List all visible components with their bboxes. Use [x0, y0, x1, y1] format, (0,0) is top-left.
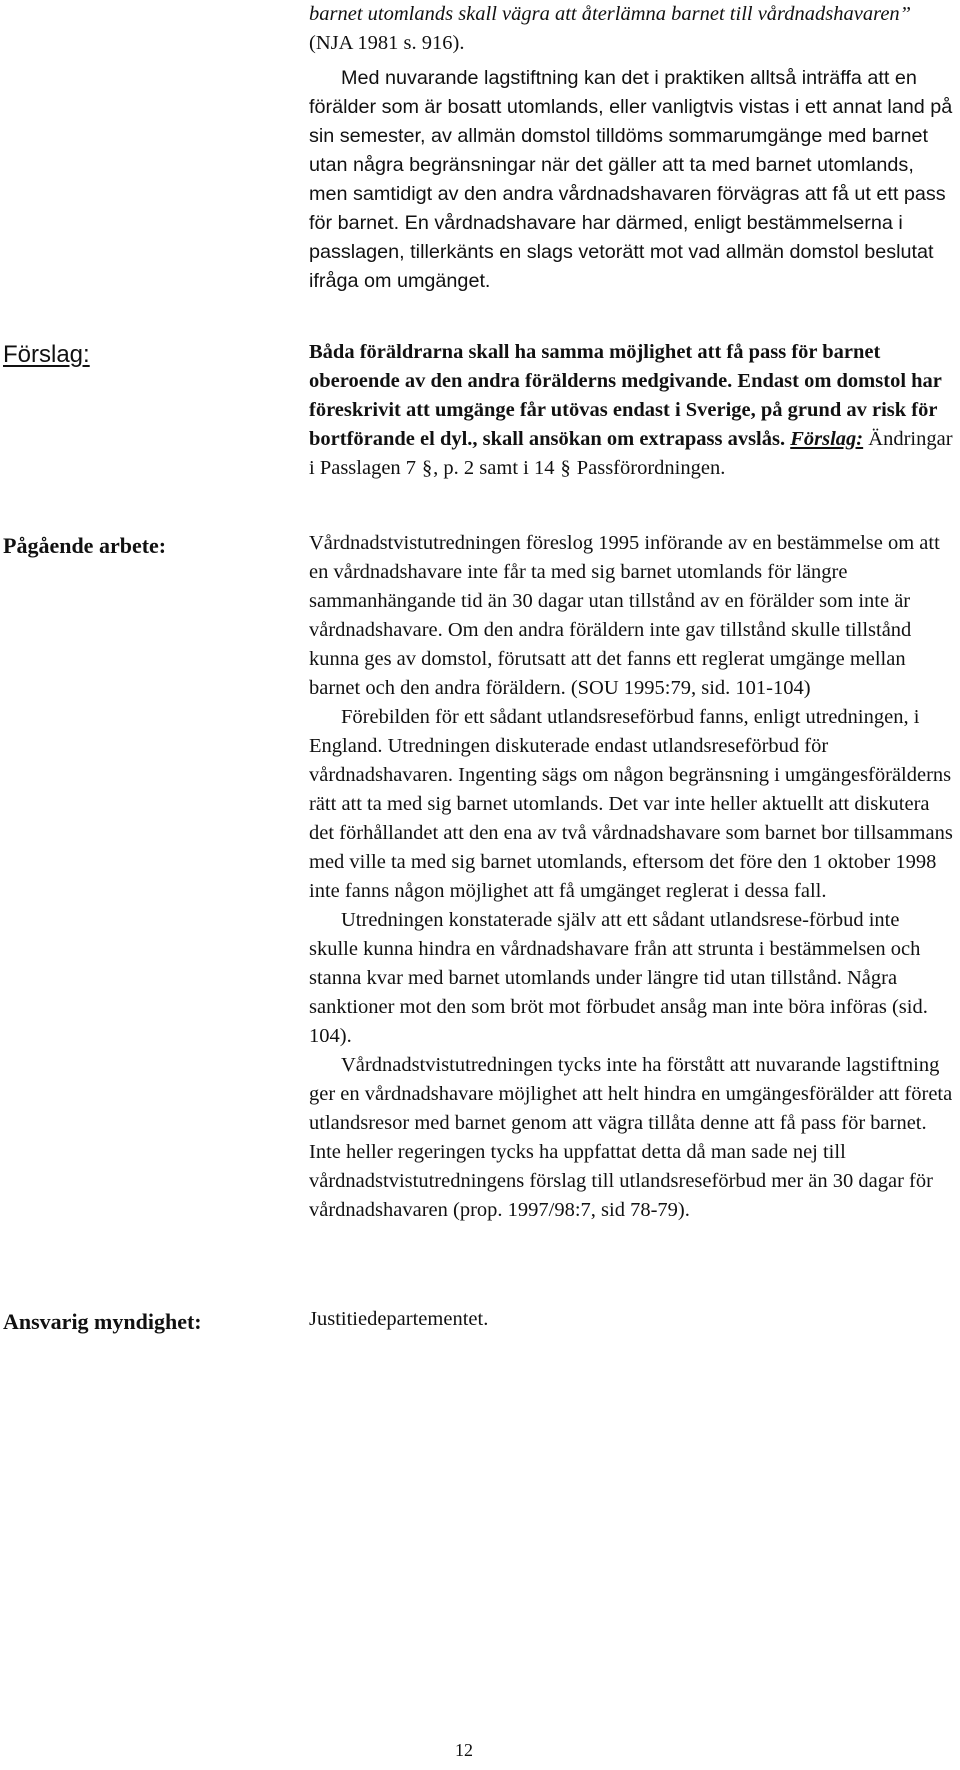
forslag-inline-label: Förslag: [790, 428, 864, 450]
intro-section [309, 64, 953, 296]
pagaende-label: Pågående arbete: [3, 533, 167, 558]
ansvarig-label: Ansvarig myndighet: [3, 1309, 202, 1334]
forslag-paragraph [309, 338, 953, 483]
forslag-change-text-1: Ändringar i Passlagen 7 [309, 428, 953, 479]
page-number: 12 [455, 1740, 473, 1760]
ansvarig-section [309, 1305, 953, 1334]
forslag-change-text-3: Passförordningen. [571, 457, 726, 479]
pagaende-paragraph-2: Förebilden för ett sådant utlandsreseförbud fanns, enligt utredningen, i England. Utredningen diskuterade endast utlandsreseförbud för vårdnadshavaren. Ingenting sägs om någon begränsning i umgängesförälderns rätt att ta med sig barnet utomlands. Det var inte heller aktuellt att diskutera det förhållandet att den ena av två vårdnadshavare som barnet bor tillsammans med ville ta med sig barnet utomlands, eftersom det före den 1 oktober 1998 inte fanns någon möjlighet att få umgänget reglerat i dessa fall. [309, 706, 953, 902]
ansvarig-value: Justitiedepartementet. [309, 1308, 489, 1330]
pagaende-section [309, 529, 953, 1225]
forslag-label: Förslag: [3, 341, 90, 368]
top-continuation [309, 0, 953, 58]
forslag-section [309, 338, 953, 483]
forslag-bold-text: Båda föräldrarna skall ha samma möjlighet att få pass för barnet oberoende av den andra förälderns medgivande. Endast om domstol har föreskrivit att umgänge får utövas endast i Sverige, på grund av risk för bortförande el dyl., skall ansökan om extrapass avslås. [309, 341, 942, 450]
pagaende-paragraph-1: Vårdnadstvistutredningen föreslog 1995 införande av en bestämmelse om att en vårdnadshavare inte får ta med sig barnet utomlands för längre sammanhängande tid än 30 dagar utan tillstånd av en förälder som inte är vårdnadshavare. Om den andra föräldern inte gav tillstånd skulle tillstånd kunna ges av domstol, förutsatt att det fanns ett reglerat umgänge mellan barnet och den andra föräldern. (SOU 1995:79, sid. 101-104) [309, 532, 940, 699]
pagaende-paragraph-4: Vårdnadstvistutredningen tycks inte ha förstått att nuvarande lagstiftning ger en vårdnadshavare möjlighet att helt hindra en umgängesförälder att företa utlandsresor med barnet genom att vägra tillåta denne att få pass för barnet. Inte heller regeringen tycks ha uppfattat detta då man sade nej till vårdnadstvistutredningens förslag till utlandsreseförbud mer än 30 dagar för vårdnadshavaren (prop. 1997/98:7, sid 78-79). [309, 1054, 953, 1221]
quoted-text: barnet utomlands skall vägra att återlämna barnet till vårdnadshavaren” [309, 3, 912, 25]
forslag-change-text-2: , p. 2 samt i 14 [433, 457, 555, 479]
section-sign-1: § [422, 457, 433, 479]
intro-paragraph: Med nuvarande lagstiftning kan det i praktiken alltså inträffa att en förälder som är bosatt utomlands, eller vanligtvis vistas i ett annat land på sin semester, av allmän domstol tilldöms sommarumgänge med barnet utan några begränsningar när det gäller att ta med barnet utomlands, men samtidigt av den andra vårdnadshavaren förvägras att få ut ett pass för barnet. En vårdnadshavare har därmed, enligt bestämmelserna i passlagen, tillerkänts en slags vetorätt mot vad allmän domstol beslutat ifråga om umgänget. [309, 67, 953, 292]
case-reference: (NJA 1981 s. 916). [309, 32, 465, 54]
section-sign-2: § [560, 457, 571, 479]
pagaende-paragraph-3: Utredningen konstaterade själv att ett sådant utlandsrese-förbud inte skulle kunna hindra en vårdnadshavare från att strunta i bestämmelsen och stanna kvar med barnet utomlands under längre tid utan tillstånd. Några sanktioner mot den som bröt mot förbudet ansåg man inte böra införas (sid. 104). [309, 909, 928, 1047]
